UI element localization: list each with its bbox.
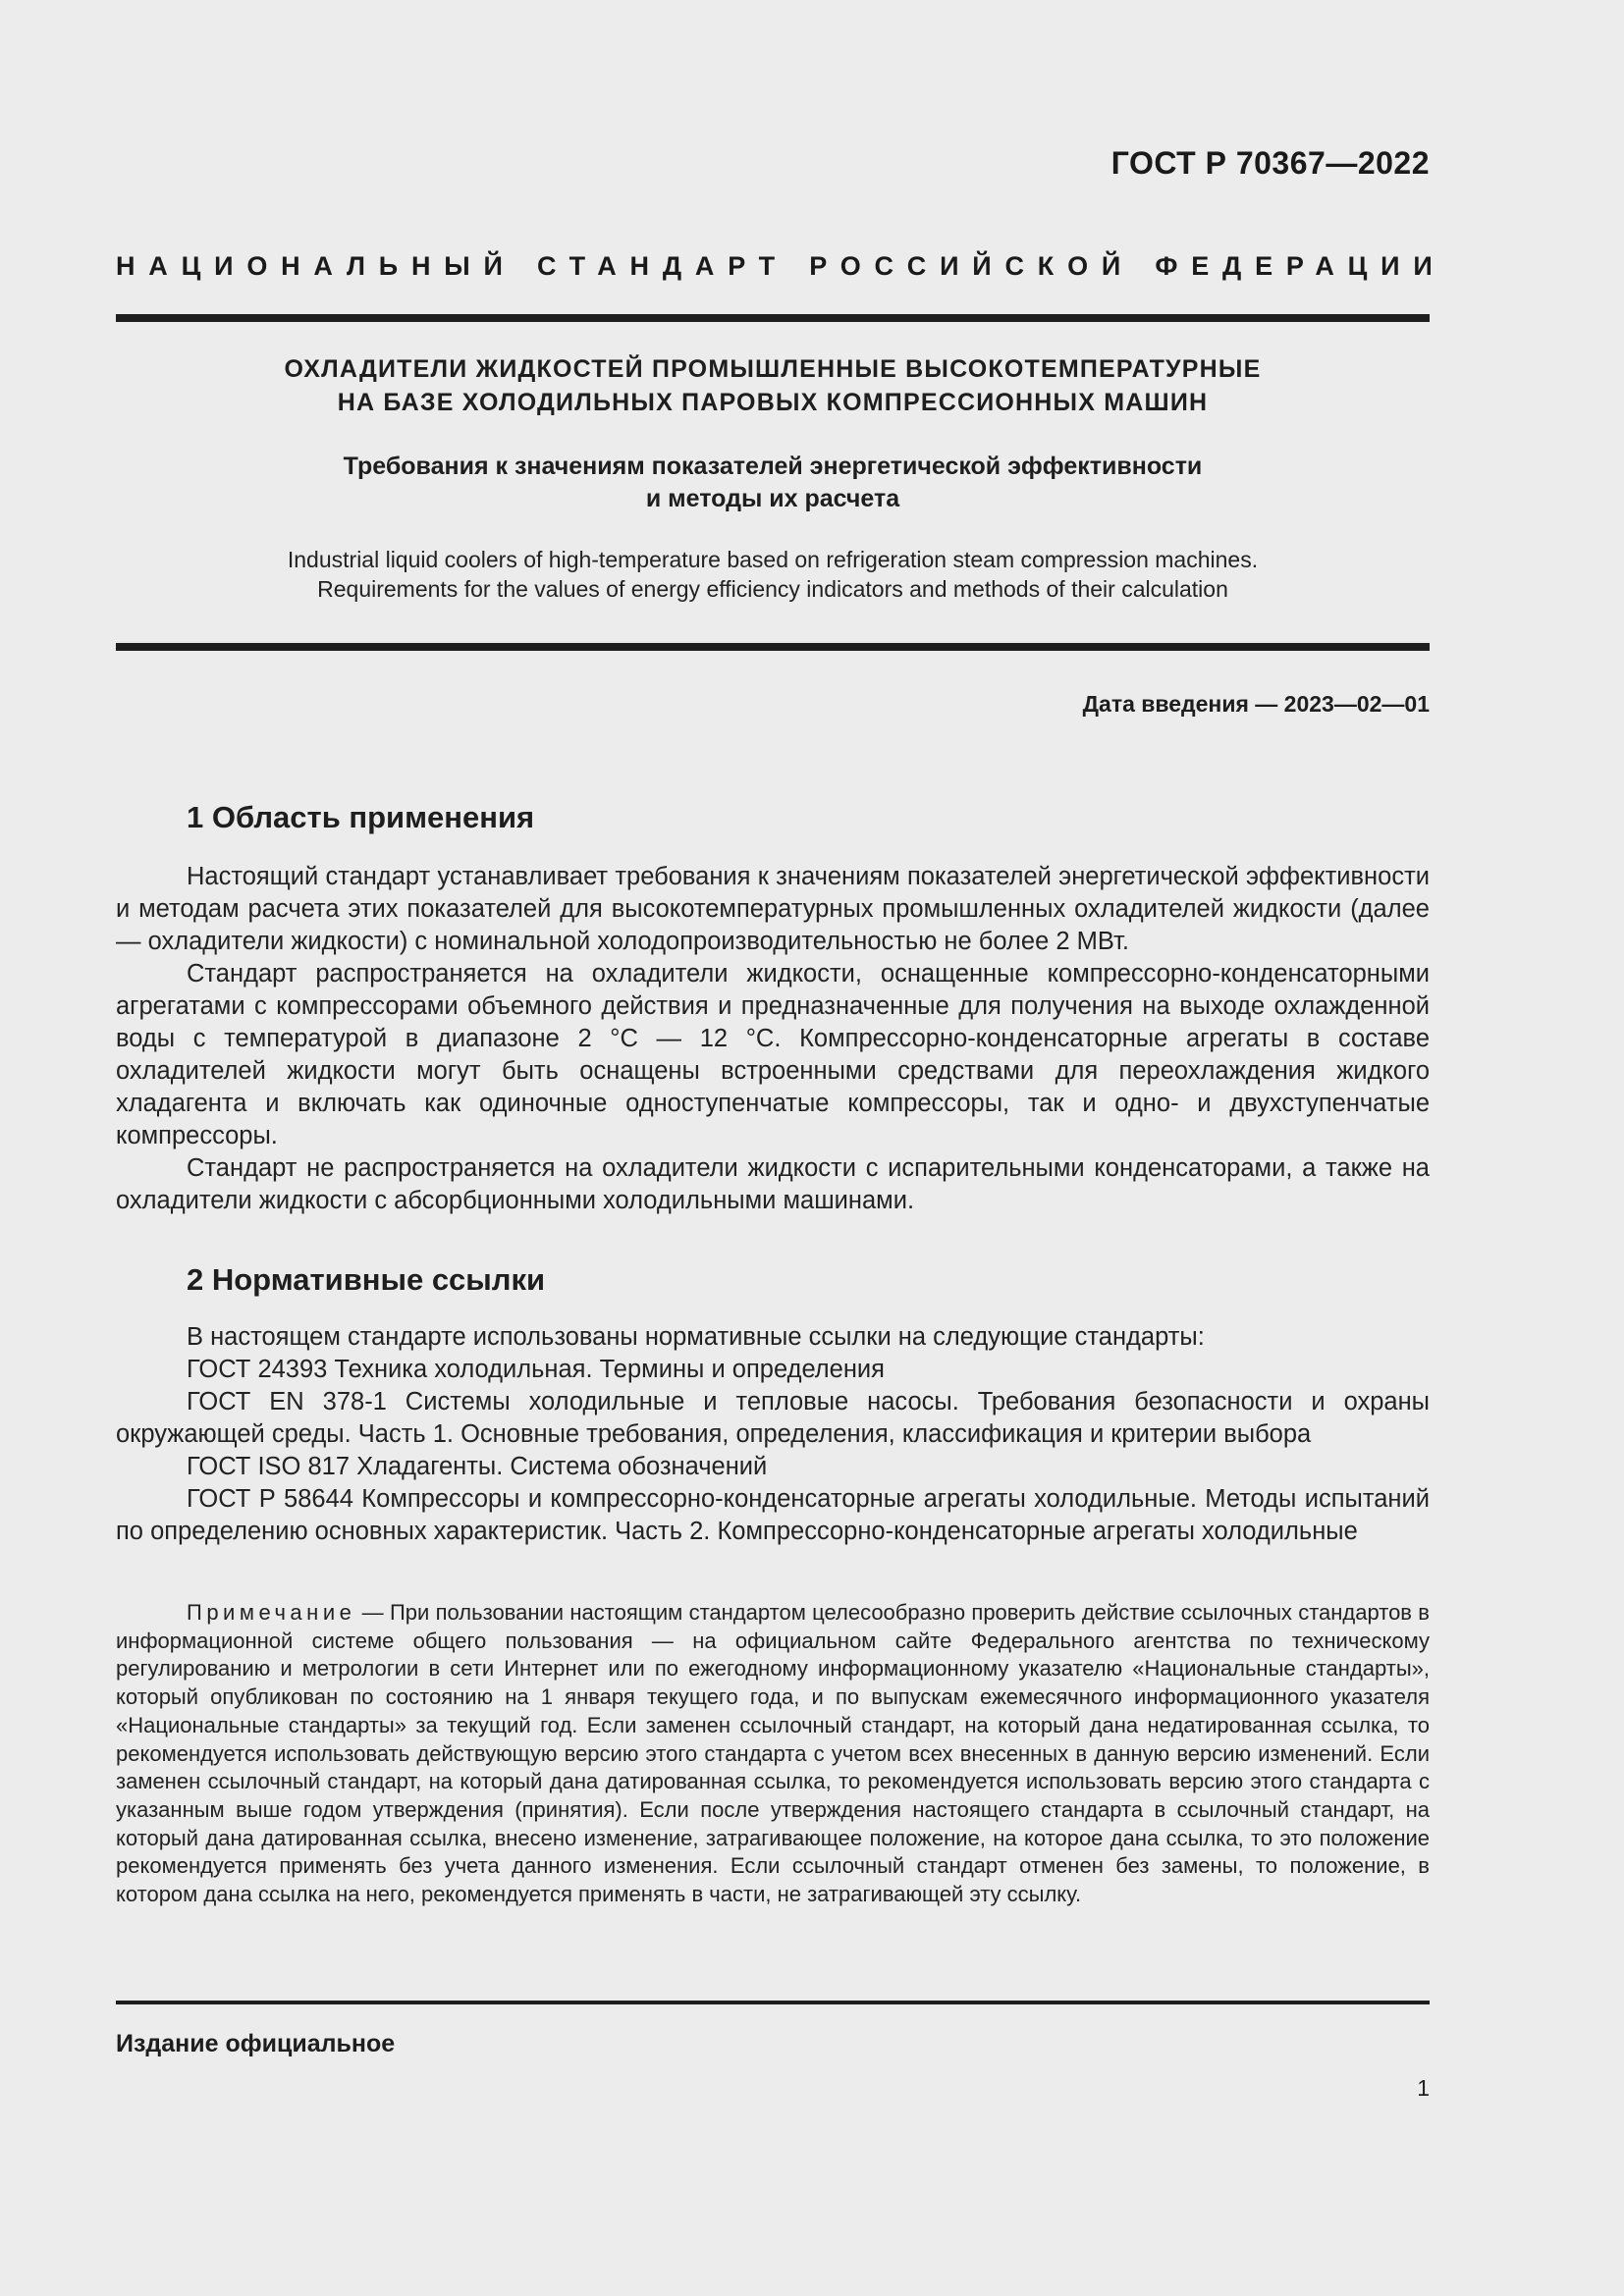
section-1-heading: 1 Область применения [187,800,535,834]
reference-item: ГОСТ Р 58644 Компрессоры и компрессорно-конденсаторные агрегаты холодильные. Методы испытаний по определению основных характеристик. Часть 2. Компрессорно-конденсаторные агрегаты холодильные [116,1485,1430,1545]
reference-item: ГОСТ ISO 817 Хладагенты. Система обозначений [187,1453,768,1480]
section-2-heading: 2 Нормативные ссылки [187,1262,546,1297]
references-note [116,1599,1430,1909]
note-label: Примечание [187,1600,356,1625]
reference-item: ГОСТ 24393 Техника холодильная. Термины и определения [187,1356,885,1383]
reference-item: ГОСТ EN 378-1 Системы холодильные и тепловые насосы. Требования безопасности и охраны окружающей среды. Часть 1. Основные требования, определения, классификация и критерии выбора [116,1388,1430,1448]
section-1-paragraph: Стандарт не распространяется на охладители жидкости с испарительными конденсаторами, а также на охладители жидкости с абсорбционными холодильными машинами. [116,1154,1430,1214]
section-1-paragraph: Стандарт распространяется на охладители жидкости, оснащенные компрессорно-конденсаторными агрегатами с компрессорами объемного действия и предназначенные для получения на выходе охлажденной воды с температурой в диапазоне 2 °С — 12 °С. Компрессорно-конденсаторные агрегаты в составе охладителей жидкости могут быть оснащены встроенными средствами для переохлаждения жидкого хладагента и включать как одиночные одноступенчатые компрессоры, так и одно- и двухступенчатые компрессоры. [116,960,1430,1149]
page-number: 1 [1417,2075,1430,2101]
english-title-line-2: Requirements for the values of energy efficiency indicators and methods of their calculation [317,576,1228,602]
official-edition: Издание официальное [116,2030,396,2057]
title-line-1: ОХЛАДИТЕЛИ ЖИДКОСТЕЙ ПРОМЫШЛЕННЫЕ ВЫСОКОТЕМПЕРАТУРНЫЕ [284,355,1262,383]
document-page [116,0,1446,2296]
title-divider [116,643,1430,651]
subtitle-line-2: и методы их расчета [645,485,900,512]
date-of-introduction: Дата введения — 2023—02—01 [1082,691,1430,717]
english-title-line-1: Industrial liquid coolers of high-temperature based on refrigeration steam compression machines. [287,547,1259,572]
title-line-2: НА БАЗЕ ХОЛОДИЛЬНЫХ ПАРОВЫХ КОМПРЕССИОННЫХ МАШИН [337,389,1209,416]
gost-code: ГОСТ Р 70367—2022 [1110,145,1430,181]
note-text: — При пользовании настоящим стандартом целесообразно проверить действие ссылочных стандартов в информационной системе общего пользования — на официальном сайте Федерального агентства по техническому регулированию и метрологии в сети Интернет или по ежегодному информационному указателю «Национальные стандарты», который опубликован по состоянию на 1 января текущего года, и по выпускам ежемесячного информационного указателя «Национальные стандарты» за текущий год. Если заменен ссылочный стандарт, на который дана недатированная ссылка, то рекомендуется использовать действующую версию этого стандарта с учетом всех внесенных в данную версию изменений. Если заменен ссылочный стандарт, на который дана датированная ссылка, то рекомендуется использовать версию этого стандарта с указанным выше годом утверждения (принятия). Если после утверждения настоящего стандарта в ссылочный стандарт, на который дана датированная ссылка, внесено изменение, затрагивающее положение, на которое дана ссылка, то это положение рекомендуется применять без учета данного изменения. Если ссылочный стандарт отменен без замены, то положение, в котором дана ссылка на него, рекомендуется применять в части, не затрагивающей эту ссылку. [116,1600,1430,1907]
footer-divider [116,2001,1430,2004]
section-1-paragraph: Настоящий стандарт устанавливает требования к значениям показателей энергетической эффективности и методам расчета этих показателей для высокотемпературных промышленных охладителей жидкости (далее — охладители жидкости) с номинальной холодопроизводительностью не более 2 МВт. [116,863,1430,955]
subtitle-line-1: Требования к значениям показателей энергетической эффективности [343,453,1203,480]
top-divider [116,314,1430,322]
references-intro: В настоящем стандарте использованы нормативные ссылки на следующие стандарты: [187,1323,1205,1351]
national-standard-heading: НАЦИОНАЛЬНЫЙ СТАНДАРТ РОССИЙСКОЙ ФЕДЕРАЦИИ [116,251,1446,281]
